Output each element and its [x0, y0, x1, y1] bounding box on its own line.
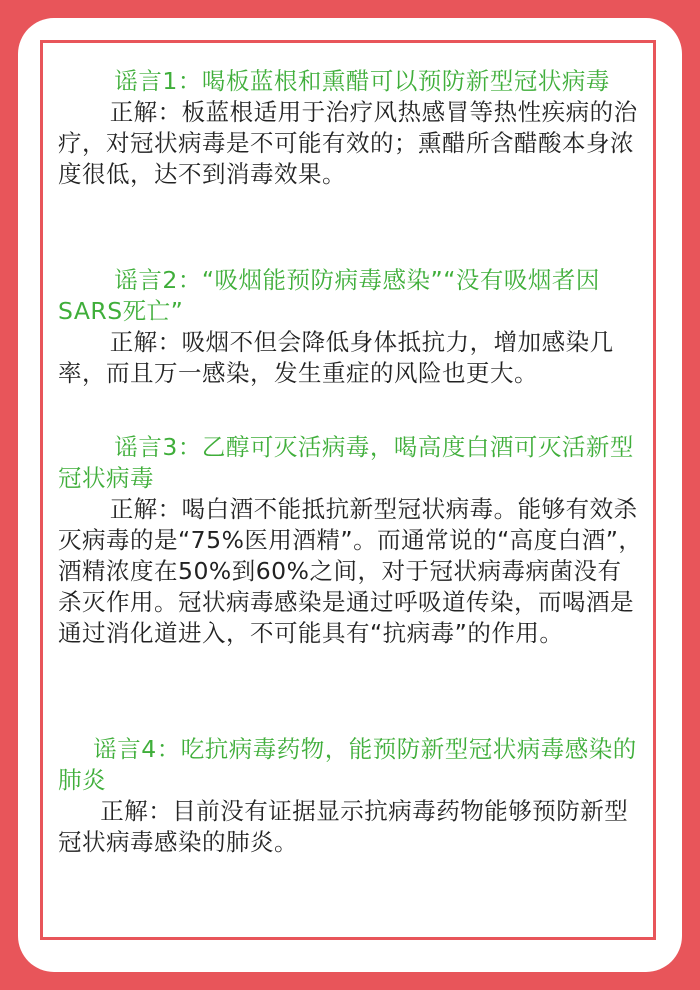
- rumor-answer-4: 正解：目前没有证据显示抗病毒药物能够预防新型冠状病毒感染的肺炎。: [58, 797, 629, 856]
- rumor-heading-2: 谣言2：“吸烟能预防病毒感染”“没有吸烟者因SARS死亡”: [58, 266, 600, 325]
- rumor-section-2: [58, 265, 644, 389]
- rumor-section-3: [58, 432, 644, 649]
- rumor-answer-2: 正解：吸烟不但会降低身体抵抗力，增加感染几率，而且万一感染，发生重症的风险也更大。: [58, 328, 614, 387]
- rumor-answer-1: 正解：板蓝根适用于治疗风热感冒等热性疾病的治疗，对冠状病毒是不可能有效的；熏醋所含醋酸本身浓度很低，达不到消毒效果。: [58, 98, 638, 188]
- rumor-heading-1: 谣言1：喝板蓝根和熏醋可以预防新型冠状病毒: [114, 67, 610, 95]
- rumor-section-1: [58, 66, 644, 190]
- rumor-answer-3: 正解：喝白酒不能抵抗新型冠状病毒。能够有效杀灭病毒的是“75%医用酒精”。而通常说的“高度白酒”，酒精浓度在50%到60%之间，对于冠状病毒病菌没有杀灭作用。冠状病毒感染是通过呼吸道传染，而喝酒是通过消化道进入，不可能具有“抗病毒”的作用。: [58, 495, 643, 647]
- rumor-section-4: [58, 734, 644, 858]
- rumor-heading-3: 谣言3：乙醇可灭活病毒，喝高度白酒可灭活新型冠状病毒: [58, 433, 634, 492]
- rumor-heading-4: 谣言4：吃抗病毒药物，能预防新型冠状病毒感染的肺炎: [58, 735, 637, 794]
